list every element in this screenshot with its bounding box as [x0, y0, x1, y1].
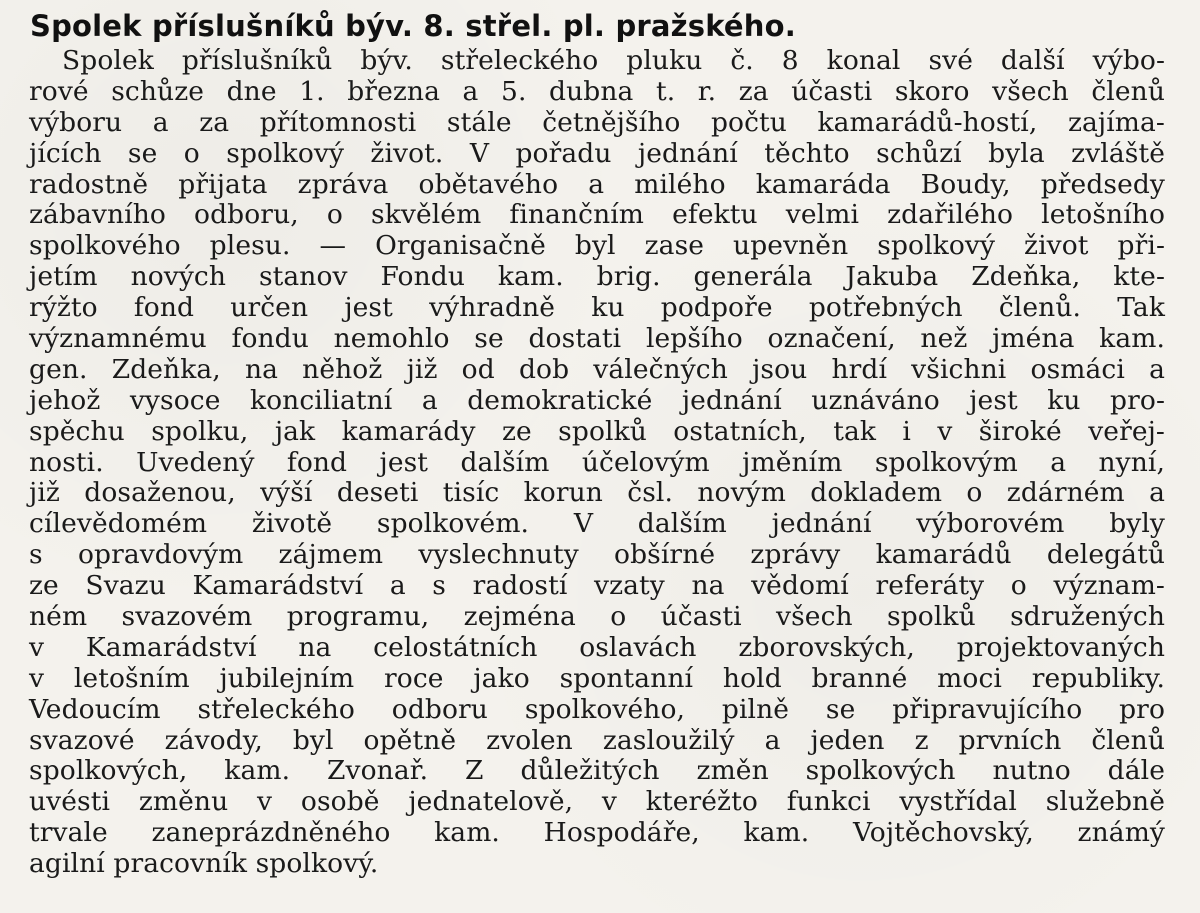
body-line-7: spolkového plesu. — Organisačně byl zase upevněn spolkový život při-	[29, 230, 1165, 262]
body-line-15: již dosaženou, výší deseti tisíc korun čsl. novým dokladem o zdárném a	[29, 477, 1165, 509]
body-line-8: jetím nových stanov Fondu kam. brig. generála Jakuba Zdeňka, kte-	[29, 261, 1165, 293]
body-line-13: spěchu spolku, jak kamarády ze spolků ostatních, tak i v široké veřej-	[29, 415, 1165, 447]
body-line-19: ném svazovém programu, zejména o účasti všech spolků sdružených	[29, 601, 1165, 633]
body-line-20: v Kamarádství na celostátních oslavách zborovských, projektovaných	[29, 631, 1165, 663]
body-line-12: jehož vysoce konciliatní a demokratické jednání uznáváno jest ku pro-	[29, 384, 1165, 416]
body-line-6: zábavního odboru, o skvělém finančním efektu velmi zdařilého letošního	[29, 199, 1165, 231]
body-line-25: uvésti změnu v osobě jednatelově, v kteréžto funkci vystřídal služebně	[29, 786, 1165, 818]
body-line-26: trvale zaneprázdněného kam. Hospodáře, kam. Vojtěchovský, známý	[29, 817, 1165, 849]
body-line-10: významnému fondu nemohlo se dostati lepšího označení, než jména kam.	[29, 323, 1165, 355]
body-line-22: Vedoucím střeleckého odboru spolkového, pilně se připravujícího pro	[29, 693, 1165, 725]
body-line-27: agilní pracovník spolkový.	[29, 848, 379, 880]
body-line-16: cílevědomém životě spolkovém. V dalším jednání výborovém byly	[29, 508, 1165, 540]
body-line-5: radostně přijata zpráva obětavého a milého kamaráda Boudy, předsedy	[29, 168, 1165, 200]
body-line-3: výboru a za přítomnosti stále četnějšího počtu kamarádů-hostí, zajíma-	[29, 106, 1165, 138]
body-line-2: rové schůze dne 1. března a 5. dubna t. r. za účasti skoro všech členů	[29, 75, 1165, 107]
body-line-24: spolkových, kam. Zvonař. Z důležitých změn spolkových nutno dále	[29, 755, 1165, 787]
body-line-1: Spolek příslušníků býv. střeleckého pluku č. 8 konal své další výbo-	[62, 45, 1165, 76]
article-body	[29, 46, 1165, 880]
body-line-21: v letošním jubilejním roce jako spontanní hold branné moci republiky.	[29, 662, 1165, 694]
body-line-4: jících se o spolkový život. V pořadu jednání těchto schůzí byla zvláště	[29, 137, 1165, 169]
article-title: Spolek příslušníků býv. 8. střel. pl. pražského.	[30, 9, 796, 43]
body-line-9: rýžto fond určen jest výhradně ku podpoře potřebných členů. Tak	[29, 292, 1165, 324]
body-line-23: svazové závody, byl opětně zvolen zasloužilý a jeden z prvních členů	[29, 724, 1165, 756]
body-line-17: s opravdovým zájmem vyslechnuty obšírné zprávy kamarádů delegátů	[29, 539, 1165, 571]
body-line-14: nosti. Uvedený fond jest dalším účelovým jměním spolkovým a nyní,	[29, 446, 1165, 478]
body-line-18: ze Svazu Kamarádství a s radostí vzaty na vědomí referáty o význam-	[29, 570, 1165, 602]
body-line-11: gen. Zdeňka, na něhož již od dob válečných jsou hrdí všichni osmáci a	[29, 353, 1165, 385]
